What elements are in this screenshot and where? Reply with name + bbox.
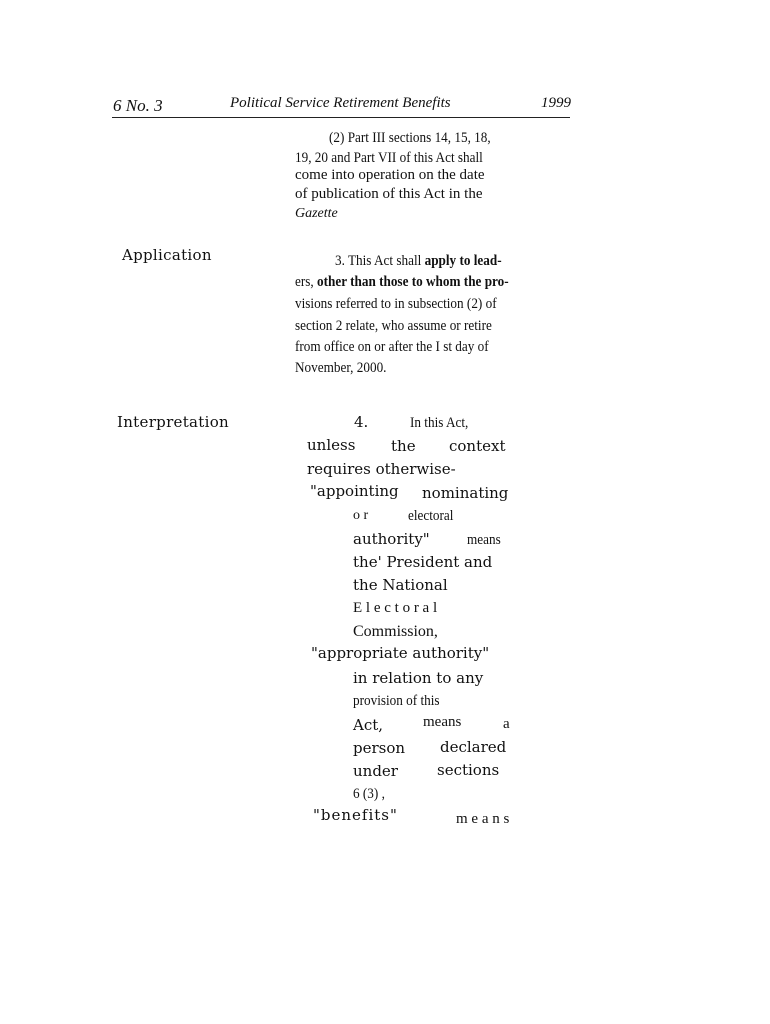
provision-of-this: provision of this [353, 693, 440, 709]
section2-line4: of publication of this Act in the [295, 186, 483, 202]
term-benefits: "benefits" [313, 806, 398, 824]
section2-line1: (2) Part III sections 14, 15, 18, [329, 130, 491, 146]
word-declared: declared [440, 738, 507, 756]
term-appointing: "appointing [310, 482, 399, 500]
word-commission: Commission, [353, 623, 438, 640]
section2-line3: come into operation on the date [295, 167, 485, 183]
section4-number: 4. [354, 413, 369, 431]
word-context: context [449, 437, 506, 455]
section2-gazette: Gazette [295, 206, 338, 221]
word-authority: authority" [353, 530, 430, 548]
word-means-1: means [467, 532, 501, 548]
header-rule [112, 117, 570, 118]
the-national: the National [353, 576, 448, 594]
running-title: Political Service Retirement Benefits [230, 95, 451, 111]
word-a: a [503, 716, 510, 732]
application-line2: ers, other than those to whom the pro- [295, 274, 509, 290]
in-relation: in relation to any [353, 669, 484, 687]
word-or: o r [353, 508, 369, 523]
application-line1: 3. This Act shall apply to lead- [335, 253, 502, 269]
application-line6: November, 2000. [295, 360, 387, 376]
application-line4: section 2 relate, who assume or retire [295, 318, 492, 334]
word-electoral: electoral [408, 508, 454, 524]
word-act: Act, [353, 716, 384, 734]
side-note-interpretation: Interpretation [117, 413, 229, 431]
section-ref: 6 (3) , [353, 786, 385, 802]
word-unless: unless [307, 436, 356, 454]
word-under: under [353, 762, 398, 780]
section4-intro: In this Act, [410, 415, 469, 431]
side-note-application: Application [122, 246, 212, 264]
page-number: 6 No. 3 [113, 96, 163, 115]
word-the: the [391, 437, 416, 455]
word-nominating: nominating [422, 484, 509, 502]
requires-otherwise: requires otherwise- [307, 460, 456, 478]
header-year: 1999 [541, 95, 571, 111]
word-means-2: means [423, 714, 462, 730]
the-president: the' President and [353, 553, 493, 571]
application-line5: from office on or after the I st day of [295, 339, 489, 355]
term-appropriate-authority: "appropriate authority" [311, 644, 490, 662]
word-means-3: m e a n s [456, 811, 510, 827]
section2-line2: 19, 20 and Part VII of this Act shall [295, 150, 483, 166]
application-line3: visions referred to in subsection (2) of [295, 296, 497, 312]
electoral-spaced: E l e c t o r a l [353, 600, 438, 616]
word-person: person [353, 739, 406, 757]
word-sections: sections [437, 761, 500, 779]
